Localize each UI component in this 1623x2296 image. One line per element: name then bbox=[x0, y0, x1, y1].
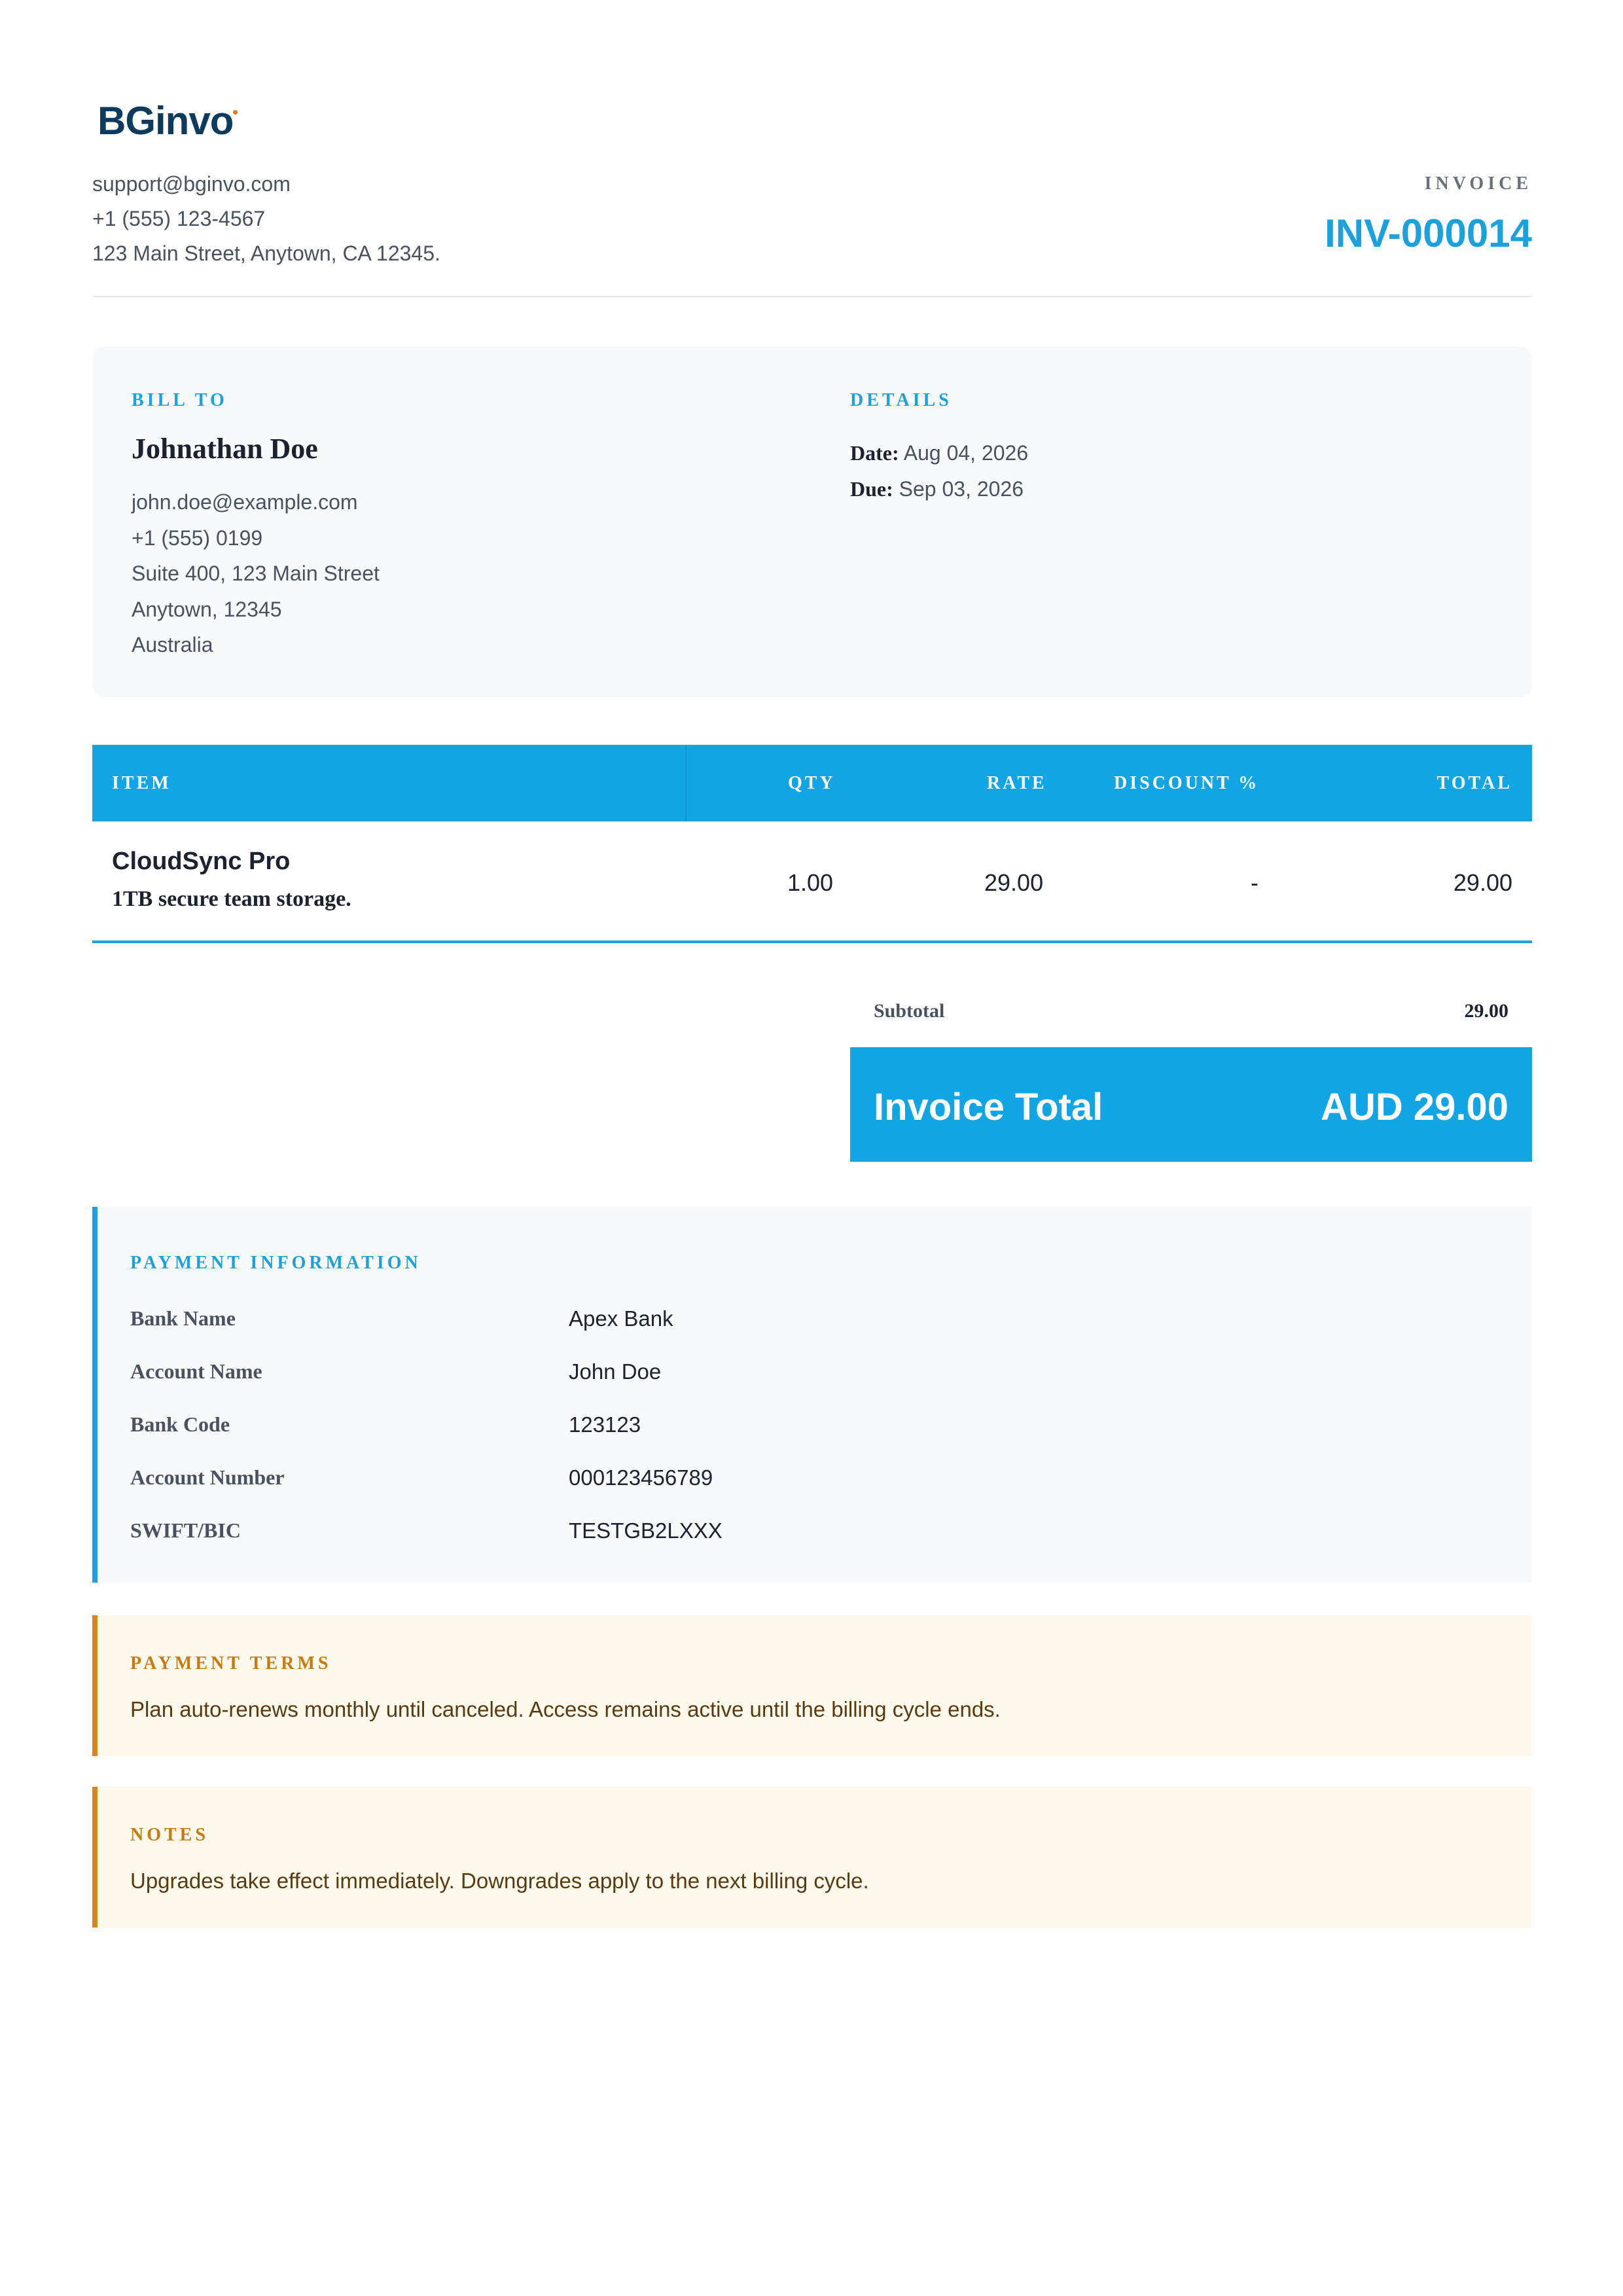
payment-row-account-name bbox=[130, 1359, 1505, 1392]
due-date-value: Sep 03, 2026 bbox=[899, 477, 1024, 501]
item-discount: - bbox=[1251, 869, 1258, 896]
client-name: Johnathan Doe bbox=[132, 433, 318, 465]
item-description: 1TB secure team storage. bbox=[112, 887, 351, 911]
client-address-line2: Anytown, 12345 bbox=[132, 597, 282, 621]
due-date-row bbox=[850, 471, 1028, 507]
payment-row-bank-name bbox=[130, 1306, 1505, 1339]
invoice-details bbox=[850, 435, 1028, 507]
notes-text: Upgrades take effect immediately. Downgrades apply to the next billing cycle. bbox=[130, 1869, 869, 1893]
payment-terms-text: Plan auto-renews monthly until canceled. Access remains active until the billing cycle ends. bbox=[130, 1697, 1001, 1721]
item-rate: 29.00 bbox=[984, 869, 1044, 896]
payment-value: TESTGB2LXXX bbox=[569, 1518, 722, 1543]
column-header-qty: QTY bbox=[788, 773, 836, 793]
item-name: CloudSync Pro bbox=[112, 848, 291, 875]
issue-date-value: Aug 04, 2026 bbox=[903, 441, 1029, 465]
details-label: DETAILS bbox=[850, 390, 952, 410]
header-divider bbox=[92, 296, 1532, 297]
subtotal-label: Subtotal bbox=[874, 1000, 945, 1022]
payment-row-account-number bbox=[130, 1465, 1505, 1498]
invoice-total-value: AUD 29.00 bbox=[1321, 1086, 1508, 1128]
item-total: 29.00 bbox=[1453, 869, 1512, 896]
payment-value: 000123456789 bbox=[569, 1465, 713, 1490]
payment-key: Bank Code bbox=[130, 1412, 230, 1436]
notes-panel bbox=[92, 1787, 1532, 1928]
company-contact bbox=[92, 167, 440, 271]
column-header-item: ITEM bbox=[112, 773, 171, 793]
items-table-header bbox=[92, 745, 1532, 821]
invoice-total-box bbox=[850, 1047, 1532, 1162]
bill-to-label: BILL TO bbox=[132, 390, 228, 410]
payment-value: 123123 bbox=[569, 1412, 641, 1437]
column-header-discount: DISCOUNT % bbox=[1114, 773, 1260, 793]
company-phone: +1 (555) 123-4567 bbox=[92, 207, 266, 230]
payment-key: Account Name bbox=[130, 1359, 262, 1383]
payment-terms-panel bbox=[92, 1615, 1532, 1756]
invoice-label: INVOICE bbox=[1424, 173, 1532, 194]
column-header-total: TOTAL bbox=[1436, 773, 1512, 793]
client-address-line1: Suite 400, 123 Main Street bbox=[132, 562, 380, 585]
payment-row-bank-code bbox=[130, 1412, 1505, 1445]
header-column-divider bbox=[685, 745, 687, 821]
payment-information-panel bbox=[92, 1207, 1532, 1583]
issue-date-key: Date: bbox=[850, 441, 899, 465]
due-date-key: Due: bbox=[850, 477, 893, 501]
subtotal-value: 29.00 bbox=[1464, 1000, 1508, 1022]
invoice-total-label: Invoice Total bbox=[874, 1086, 1103, 1128]
item-qty: 1.00 bbox=[787, 869, 834, 896]
company-logo: BGinvo bbox=[98, 99, 234, 143]
client-contact bbox=[132, 484, 380, 663]
issue-date-row bbox=[850, 435, 1028, 471]
payment-information-title: PAYMENT INFORMATION bbox=[130, 1253, 421, 1273]
client-email: john.doe@example.com bbox=[132, 490, 358, 514]
company-address: 123 Main Street, Anytown, CA 12345. bbox=[92, 242, 440, 265]
column-header-rate: RATE bbox=[987, 773, 1047, 793]
payment-terms-title: PAYMENT TERMS bbox=[130, 1653, 332, 1674]
client-phone: +1 (555) 0199 bbox=[132, 526, 263, 550]
client-country: Australia bbox=[132, 633, 213, 656]
payment-value: Apex Bank bbox=[569, 1306, 673, 1331]
logo-dot-icon bbox=[233, 110, 238, 115]
payment-key: Account Number bbox=[130, 1465, 285, 1489]
payment-key: Bank Name bbox=[130, 1306, 236, 1330]
table-row bbox=[92, 821, 1532, 943]
payment-row-swift bbox=[130, 1518, 1505, 1551]
payment-value: John Doe bbox=[569, 1359, 662, 1384]
invoice-page bbox=[92, 0, 1532, 2296]
invoice-number: INV-000014 bbox=[1325, 211, 1532, 255]
company-email: support@bginvo.com bbox=[92, 172, 291, 196]
payment-key: SWIFT/BIC bbox=[130, 1518, 241, 1542]
notes-title: NOTES bbox=[130, 1825, 209, 1845]
